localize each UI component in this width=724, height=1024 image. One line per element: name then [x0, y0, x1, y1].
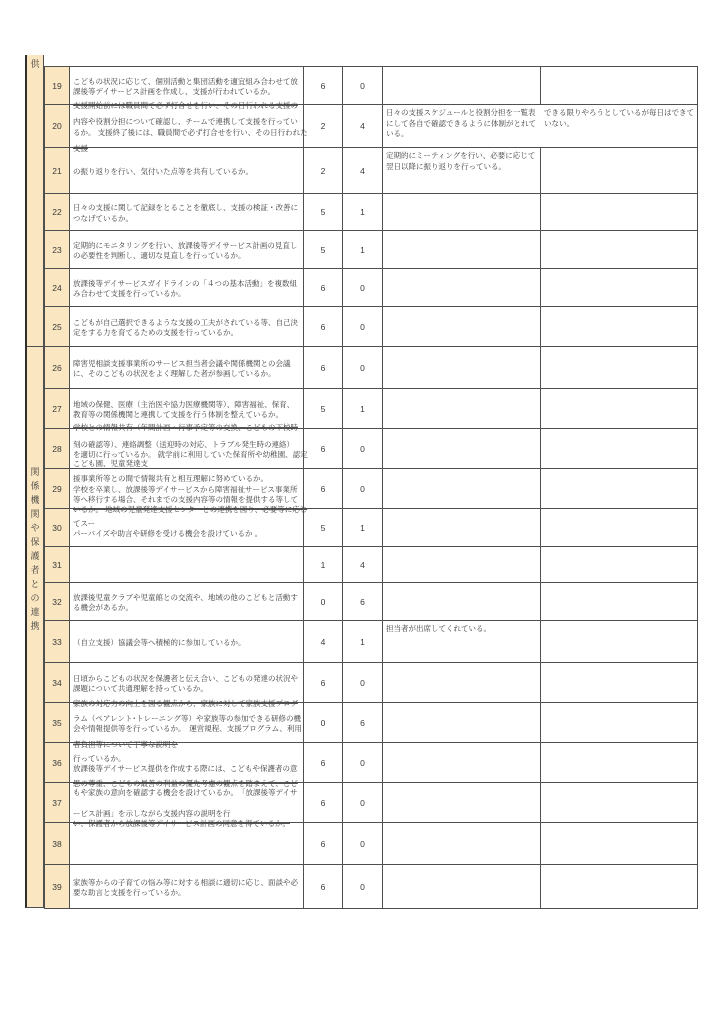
evaluation-table	[44, 66, 698, 909]
question-line: 課題について共通理解を持っているか。	[73, 684, 208, 693]
question-line: 教育等の関係機関と連携して支援を行う体制を整えているか。	[73, 410, 283, 419]
question-cell	[70, 148, 304, 194]
question-line: 家族等からの子育ての悩み等に対する相談に適切に応じ、面談や必	[73, 877, 298, 887]
question-cell	[70, 231, 304, 269]
comment-right-cell: できる限りやろうとしているが毎日はできていない。	[541, 105, 698, 148]
category-label-char: の	[30, 593, 40, 603]
count-no-cell: 0	[343, 347, 383, 389]
question-line: 学校を卒業し、放課後等デイサービスから障害福祉サービス事業所	[73, 484, 298, 494]
count-no-cell: 1	[343, 389, 383, 429]
comment-left-cell	[383, 583, 541, 621]
count-no-cell: 0	[343, 743, 383, 783]
row-number-cell: 23	[45, 231, 70, 269]
table-row	[45, 67, 698, 110]
question-overflow-line: いるか。 地域の児童発達支援センターとの連携を図り、必要等に応じ	[73, 504, 308, 514]
question-line	[73, 799, 300, 810]
question-cell	[70, 469, 308, 514]
row-number-cell: 35	[45, 703, 70, 743]
count-no-cell: 4	[343, 105, 383, 148]
comment-left-cell	[383, 307, 541, 347]
comment-right-cell	[541, 547, 698, 583]
question-line: こどもの状況に応じて、個別活動と集団活動を適宜組み合わせて放	[73, 76, 298, 86]
question-line: 定期的にモニタリングを行い、放課後等デイサービス計画の見直し	[73, 240, 298, 250]
question-line: に、そのこどもの状況をよく理解した者が参画しているか。	[73, 369, 276, 378]
question-line: 援事業所等との間で情報共有と相互理解に努めているか。	[73, 474, 268, 484]
table-row	[45, 703, 698, 749]
comment-left-cell	[383, 194, 541, 231]
table-row	[45, 231, 698, 269]
comment-left-cell	[383, 231, 541, 269]
comment-left-cell	[383, 67, 541, 105]
row-number-cell: 29	[45, 469, 70, 509]
category-label-char: 者	[30, 565, 40, 575]
count-no-cell: 1	[343, 621, 383, 663]
question-overflow-line: い、保護者から放課後等デイサービス計画の同意を得ているか。	[73, 818, 290, 828]
question-line: 地域の保健、医療（主治医や協力医療機関等）、障害福祉、保育、	[73, 399, 295, 409]
count-no-cell: 4	[343, 547, 383, 583]
row-number-cell: 30	[45, 509, 70, 547]
category-label-char: 護	[30, 551, 40, 561]
count-no-cell: 0	[343, 823, 383, 865]
count-yes-cell: 6	[304, 865, 343, 909]
table-row	[45, 783, 698, 828]
category-label-char: 関	[30, 467, 40, 477]
count-yes-cell: 4	[304, 621, 343, 663]
comment-right-cell	[541, 469, 698, 509]
count-yes-cell: 1	[304, 547, 343, 583]
comment-right-cell	[541, 269, 698, 307]
category-label-char: 保	[30, 537, 40, 547]
row-number-cell: 25	[45, 307, 70, 347]
category-label-char: と	[30, 579, 40, 589]
category-section-cooperation	[27, 346, 43, 908]
count-no-cell: 0	[343, 67, 383, 105]
question-cell	[70, 67, 304, 110]
comment-right-cell	[541, 865, 698, 909]
count-yes-cell: 5	[304, 509, 343, 547]
count-no-cell: 1	[343, 194, 383, 231]
question-cell	[70, 429, 308, 469]
table-row	[45, 547, 698, 583]
question-overflow-line: 支援開始前には職員間で必ず打合せを行い、その日行われる支援の	[73, 100, 298, 110]
comment-left-cell	[383, 547, 541, 583]
comment-left-cell	[383, 823, 541, 865]
comment-left-cell	[383, 269, 541, 307]
row-number-cell: 31	[45, 547, 70, 583]
comment-left-cell	[383, 783, 541, 823]
comment-left-cell	[383, 347, 541, 389]
count-yes-cell: 6	[304, 823, 343, 865]
question-line: ービス計画」を示しながら支援内容の説明を行	[73, 809, 231, 819]
table-row	[45, 194, 698, 231]
question-cell	[70, 703, 304, 749]
table-row	[45, 469, 698, 514]
question-overflow-line: 者負担等について丁寧な説明を	[73, 739, 178, 749]
count-yes-cell: 2	[304, 148, 343, 194]
comment-left-cell	[383, 865, 541, 909]
question-overflow-line: こども園、児童発達支	[73, 458, 148, 468]
question-line: ラム（ペアレント･トレーニング等）や家族等の参加できる研修の機	[73, 713, 302, 723]
table-row	[45, 307, 698, 347]
table-row	[45, 865, 698, 909]
count-no-cell: 0	[343, 783, 383, 823]
comment-left-cell	[383, 663, 541, 703]
question-cell	[70, 547, 304, 583]
question-line: （自立支援）協議会等へ積極的に参加しているか。	[73, 637, 246, 647]
table-row	[45, 663, 698, 708]
question-line: てスー	[73, 518, 96, 528]
question-overflow-line: 支援	[73, 143, 88, 153]
comment-left-cell: 担当者が出席してくれている。	[383, 621, 541, 663]
question-line: 放課後等デイサービス提供を作成する際には、こどもや保護者の意	[73, 764, 298, 773]
category-label-char: 機	[30, 495, 40, 505]
question-line: 障害児相談支援事業所のサービス担当者会議や関係機関との会議	[73, 358, 291, 368]
category-label-char: 連	[30, 607, 40, 617]
question-line: 放課後児童クラブや児童館との交流や、地域の他のこどもと活動す	[73, 592, 298, 602]
row-number-cell: 33	[45, 621, 70, 663]
question-line: 行っているか。	[73, 753, 126, 763]
count-no-cell: 0	[343, 469, 383, 509]
comment-right-cell	[541, 307, 698, 347]
comment-right-cell	[541, 703, 698, 743]
comment-right-cell	[541, 509, 698, 547]
row-number-cell: 20	[45, 105, 70, 148]
count-no-cell: 0	[343, 269, 383, 307]
count-yes-cell: 6	[304, 307, 343, 347]
category-column	[25, 55, 44, 908]
count-yes-cell: 6	[304, 429, 343, 469]
count-yes-cell: 6	[304, 67, 343, 105]
row-number-cell: 22	[45, 194, 70, 231]
comment-left-cell	[383, 743, 541, 783]
question-overflow-line: 思の尊重、こどもの最善の利益の優先考慮の観点を踏まえて、こど	[73, 778, 298, 788]
count-yes-cell: 6	[304, 469, 343, 509]
comment-right-cell	[541, 67, 698, 105]
question-line: 課後等デイサービス計画を作成し、支援が行われているか。	[73, 87, 275, 96]
count-no-cell: 4	[343, 148, 383, 194]
category-section-provision	[27, 55, 43, 346]
row-number-cell: 27	[45, 389, 70, 429]
row-number-cell: 19	[45, 67, 70, 105]
count-yes-cell: 5	[304, 231, 343, 269]
table-row	[45, 105, 698, 153]
comment-left-cell: 定期的にミーティングを行い、必要に応じて翌日以降に振り返りを行っている。	[383, 148, 541, 194]
table-row	[45, 429, 698, 469]
comment-right-cell	[541, 429, 698, 469]
category-label-char: や	[30, 523, 40, 533]
comment-right-cell	[541, 194, 698, 231]
question-cell	[70, 783, 304, 828]
row-number-cell: 26	[45, 347, 70, 389]
question-line: み合わせて支援を行っているか。	[73, 289, 186, 298]
category-label-char: 係	[30, 481, 40, 491]
question-cell	[70, 269, 304, 307]
count-yes-cell: 0	[304, 583, 343, 621]
question-line: 等へ移行する場合、それまでの支援内容等の情報を提供する等して	[73, 495, 298, 505]
category-label-char: 関	[30, 509, 40, 519]
count-yes-cell: 6	[304, 743, 343, 783]
row-number-cell: 28	[45, 429, 70, 469]
count-yes-cell: 2	[304, 105, 343, 148]
table-row	[45, 269, 698, 307]
comment-left-cell: 日々の支援スケジュールと役割分担を一覧表にして各自で確認できるように体制がとれている。	[383, 105, 541, 148]
question-cell	[70, 663, 304, 708]
count-no-cell: 0	[343, 429, 383, 469]
question-cell	[70, 307, 304, 347]
question-line: 定をする力を育てるための支援を行っているか。	[73, 328, 238, 337]
count-no-cell: 1	[343, 509, 383, 547]
category-label-provision: 供	[30, 59, 40, 69]
comment-right-cell	[541, 823, 698, 865]
question-line: 内容や役割分担について確認し、チームで連携して支援を行ってい	[73, 117, 298, 126]
count-no-cell: 0	[343, 865, 383, 909]
row-number-cell: 37	[45, 783, 70, 823]
count-yes-cell: 6	[304, 347, 343, 389]
table-row	[45, 148, 698, 194]
question-line: を適切に行っているか。 就学前に利用していた保育所や幼稚園、認定	[73, 450, 308, 459]
count-no-cell: 1	[343, 231, 383, 269]
question-line: 要な助言と支援を行っているか。	[73, 888, 186, 897]
comment-right-cell	[541, 621, 698, 663]
row-number-cell: 32	[45, 583, 70, 621]
row-number-cell: 24	[45, 269, 70, 307]
count-no-cell: 6	[343, 703, 383, 743]
row-number-cell: 21	[45, 148, 70, 194]
count-no-cell: 0	[343, 307, 383, 347]
comment-right-cell	[541, 583, 698, 621]
count-yes-cell: 0	[304, 703, 343, 743]
question-line: るか。 支援終了後には、職員間で必ず打合せを行い、その日行われた	[73, 127, 308, 137]
count-yes-cell: 6	[304, 269, 343, 307]
table-row	[45, 347, 698, 389]
question-line: の必要性を判断し、適切な見直しを行っているか。	[73, 251, 246, 260]
comment-right-cell	[541, 743, 698, 783]
question-line: 会や情報提供等を行っているか。 運営規程、支援プログラム、利用	[73, 724, 302, 733]
count-yes-cell: 6	[304, 783, 343, 823]
question-line: こどもが自己選択できるような支援の工夫がされている等、自己決	[73, 317, 298, 327]
question-overflow-line: 家族の対応力の向上を図る観点から、家族に対して家族支援プログ	[73, 698, 298, 708]
comment-left-cell	[383, 389, 541, 429]
row-number-cell: 38	[45, 823, 70, 865]
question-line: 日々の支援に関して記録をとることを徹底し、支援の検証・改善に	[73, 203, 298, 212]
question-line: 放課後等デイサービスガイドラインの「４つの基本活動」を複数組	[73, 278, 298, 288]
comment-left-cell	[383, 703, 541, 743]
count-no-cell: 6	[343, 583, 383, 621]
question-line: の振り返りを行い、気付いた点等を共有しているか。	[73, 166, 253, 176]
category-label-cooperation	[27, 347, 43, 633]
question-line: 日頃からこどもの状況を保護者と伝え合い、こどもの発達の状況や	[73, 673, 298, 683]
category-label-char: 携	[30, 621, 40, 631]
question-cell	[70, 865, 304, 909]
row-number-cell: 34	[45, 663, 70, 703]
question-overflow-line: 学校との情報共有（年間計画・行事予定等の交換、こどもの下校時	[73, 422, 298, 432]
comment-right-cell	[541, 347, 698, 389]
comment-right-cell	[541, 389, 698, 429]
comment-left-cell	[383, 469, 541, 509]
question-line: パーバイズや助言や研修を受ける機会を設けているか 。	[73, 529, 263, 538]
table-row	[45, 823, 698, 865]
question-line: つなげているか。	[73, 213, 133, 223]
question-cell	[70, 194, 304, 231]
question-cell	[70, 583, 304, 621]
row-number-cell: 36	[45, 743, 70, 783]
question-cell	[70, 105, 308, 153]
question-line: もや家族の意向を確認する機会を設けているか。 「放課後等デイサ	[73, 788, 298, 798]
question-line: る機会があるか。	[73, 603, 133, 612]
table-row	[45, 621, 698, 663]
comment-right-cell	[541, 148, 698, 194]
count-yes-cell: 5	[304, 389, 343, 429]
count-yes-cell: 6	[304, 663, 343, 703]
comment-right-cell	[541, 783, 698, 823]
question-cell	[70, 621, 304, 663]
table-row	[45, 583, 698, 621]
question-cell	[70, 389, 304, 432]
question-cell	[70, 823, 304, 865]
comment-right-cell	[541, 663, 698, 703]
table-row	[45, 389, 698, 432]
question-cell	[70, 347, 304, 389]
question-line: 刻の確認等）、連絡調整（送迎時の対応、トラブル発生時の連絡）	[73, 439, 294, 449]
count-yes-cell: 5	[304, 194, 343, 231]
comment-left-cell	[383, 429, 541, 469]
count-no-cell: 0	[343, 663, 383, 703]
comment-right-cell	[541, 231, 698, 269]
comment-left-cell	[383, 509, 541, 547]
row-number-cell: 39	[45, 865, 70, 909]
